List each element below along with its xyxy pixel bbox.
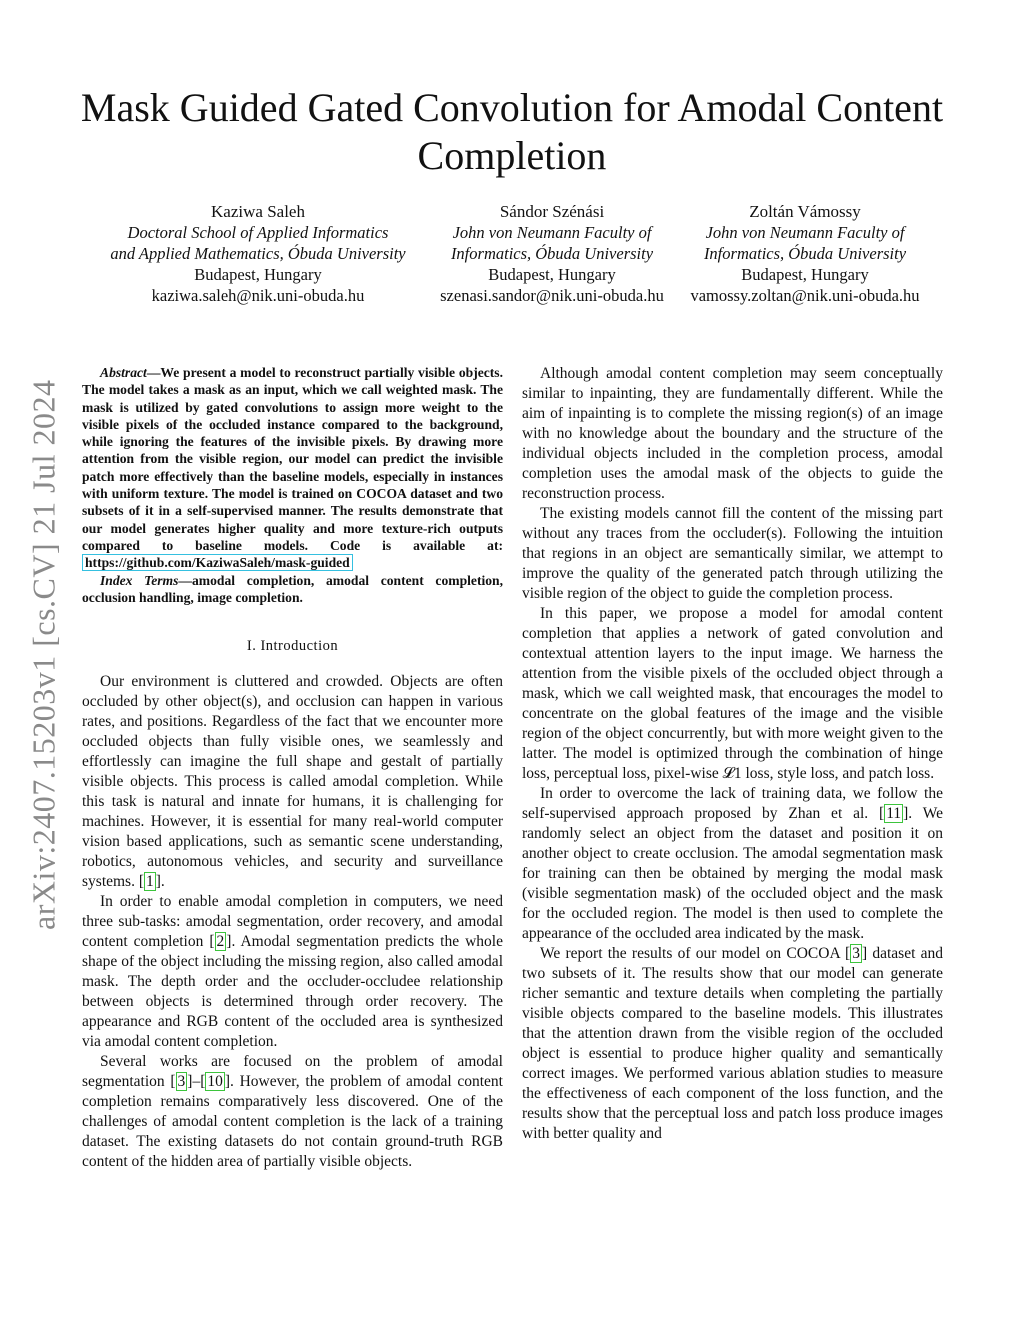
paragraph-text: ]. However, the problem of amodal content completion remains comparatively less discovered. One of the challenges of amodal content completion is the lack of a training dataset. The existing datasets do not contain ground-truth RGB content of the hidden area of partially visible objects. [82,1073,503,1171]
paragraph-text: ]–[ [187,1073,206,1091]
author-affiliation: Informatics, Óbuda University [450,244,654,263]
author-location: Budapest, Hungary [194,265,322,284]
intro-paragraph-4: Although amodal content completion may seem conceptually similar to inpainting, they are fundamentally different. While the aim of inpainting is to complete the missing region(s) of an image with no knowledge about the boundary and the structure of the individual objects included in the completion process, amodal completion uses the amodal mask of the objects to guide the reconstruction process. [522,365,943,502]
paragraph-text: We report the results of our model on COCOA [ [540,945,851,962]
author-email: kaziwa.saleh@nik.uni-obuda.hu [151,286,365,305]
citation-link[interactable]: 3 [852,945,860,962]
paragraph-text: Our environment is cluttered and crowded. Objects are often occluded by other object(s), and occlusion can happen in various rates, and positions. Regardless of the fact that we encounter more occluded objects than fully visible ones, we seamlessly and effortlessly can imagine the full shape and gestalt of partially visible objects. This process is called amodal completion. While this task is natural and innate for humans, it is challenging for machines. However, it is essential for many real-world computer vision based applications, such as semantic scene understanding, robotics, autonomous vehicles, and security and surveillance systems. [ [82,673,503,891]
paragraph-text: ]. Amodal segmentation predicts the whole shape of the object including the missing region, also called amodal mask. The depth order and the occluder-occludee relationship between objects is determined through order recovery. The appearance and RGB content of the occluded area is synthesized via amodal content completion. [82,933,503,1051]
paper-title: Mask Guided Gated Convolution for Amodal Content Completion [80,85,944,178]
author-block-2 [422,201,682,306]
arxiv-identifier: arXiv:2407.15203v1 [cs.CV] 21 Jul 2024 [25,379,62,931]
intro-paragraph-7 [522,784,943,944]
author-affiliation: and Applied Mathematics, Óbuda University [110,244,406,263]
abstract [82,364,503,572]
right-column [522,364,943,1144]
citation-link[interactable]: 3 [177,1073,186,1091]
paragraph-text: ]. We randomly select an object from the dataset and position it on another object to create occlusion. The amodal segmentation mask for training can then be obtained by merging the modal mask (visible segmentation mask) of the occluded object and the mask for the occluded region. The model is then used to complete the appearance of the occluded area indicated by the mask. [522,805,944,942]
paragraph-text: Several works are focused on the problem of amodal segmentation [ [82,1053,503,1091]
intro-paragraph-2 [82,892,503,1052]
section-heading: I. Introduction [246,638,339,655]
author-affiliation: Doctoral School of Applied Informatics [127,223,389,242]
abstract-text: —We present a model to reconstruct partially visible objects. The model takes a mask as an input, which we call weighted mask. The mask is utilized by gated convolutions to assign more weight to the visible pixels of the occluded instance compared to the background, while ignoring the features of the invisible pixels. By drawing more attention from the visible region, our model can predict the invisible patch more effectively than the baseline models, especially in instances with uniform texture. The model is trained on COCOA dataset and two subsets of it in a self-supervised manner. The results demonstrate that our model generates higher quality and more texture-rich outputs compared to baseline models. Code is available at: [82,365,503,553]
citation-link[interactable]: 1 [146,873,154,891]
author-email: vamossy.zoltan@nik.uni-obuda.hu [690,286,920,305]
citation-link[interactable]: 11 [886,805,902,822]
code-link[interactable]: https://github.com/KaziwaSaleh/mask-guided [82,554,353,571]
intro-paragraph-6: In this paper, we propose a model for amodal content completion that applies a network of gated convolution and contextual attention layers to the input image. We harness the attention from the visible pixels of the occluded object through a mask, which we call weighted mask, that encourages the model to concentrate on the global features of the image and the visible region of the object concurrently, but with more weight given to the latter. The model is optimized through the combination of hinge loss, perceptual loss, pixel-wise 𝓛1 loss, style loss, and patch loss. [522,605,943,782]
intro-paragraph-1 [82,672,503,892]
intro-paragraph-5: The existing models cannot fill the content of the missing part without any traces from the occluder(s). Following the intuition that regions in an object are semantically similar, we attempt to improve the quality of the generated patch through utilizing the visible region of the object to guide the completion process. [522,505,943,602]
author-name: Sándor Szénási [499,202,605,221]
author-name: Kaziwa Saleh [211,202,305,221]
author-block-1 [98,201,418,306]
citation-link[interactable]: 2 [216,933,225,951]
author-email: szenasi.sandor@nik.uni-obuda.hu [440,286,664,305]
abstract-label: Abstract [100,365,147,380]
index-terms-label: Index Terms [100,572,179,588]
author-block-3 [682,201,928,306]
author-name: Zoltán Vámossy [749,202,861,221]
author-affiliation: John von Neumann Faculty of [705,223,905,242]
intro-paragraph-3 [82,1052,503,1172]
paragraph-text: ]. [155,873,165,891]
left-column [82,364,503,1172]
author-location: Budapest, Hungary [488,265,616,284]
author-affiliation: Informatics, Óbuda University [703,244,907,263]
index-terms [82,572,503,607]
index-terms-text: —amodal completion, amodal content completion, occlusion handling, image completion. [82,572,504,605]
citation-link[interactable]: 10 [207,1073,223,1091]
intro-paragraph-8 [522,944,943,1144]
author-affiliation: John von Neumann Faculty of [452,223,652,242]
author-location: Budapest, Hungary [741,265,869,284]
paragraph-text: ] dataset and two subsets of it. The results show that our model can generate richer semantic and texture details when completing the partially visible objects compared to the baseline models. This illustrates that the attention drawn from the visible region of the occluded object is essential to produce higher quality and semantically correct images. We performed various ablation studies to measure the effectiveness of each component of the loss function, and the results show that the perceptual loss and patch loss produce images with better quality and [522,945,944,1142]
paragraph-text: In order to overcome the lack of training data, we follow the self-supervised approach proposed by Zhan et al. [ [522,785,943,822]
paragraph-text: In order to enable amodal completion in computers, we need three sub-tasks: amodal segmentation, order recovery, and amodal content completion [ [82,893,503,951]
